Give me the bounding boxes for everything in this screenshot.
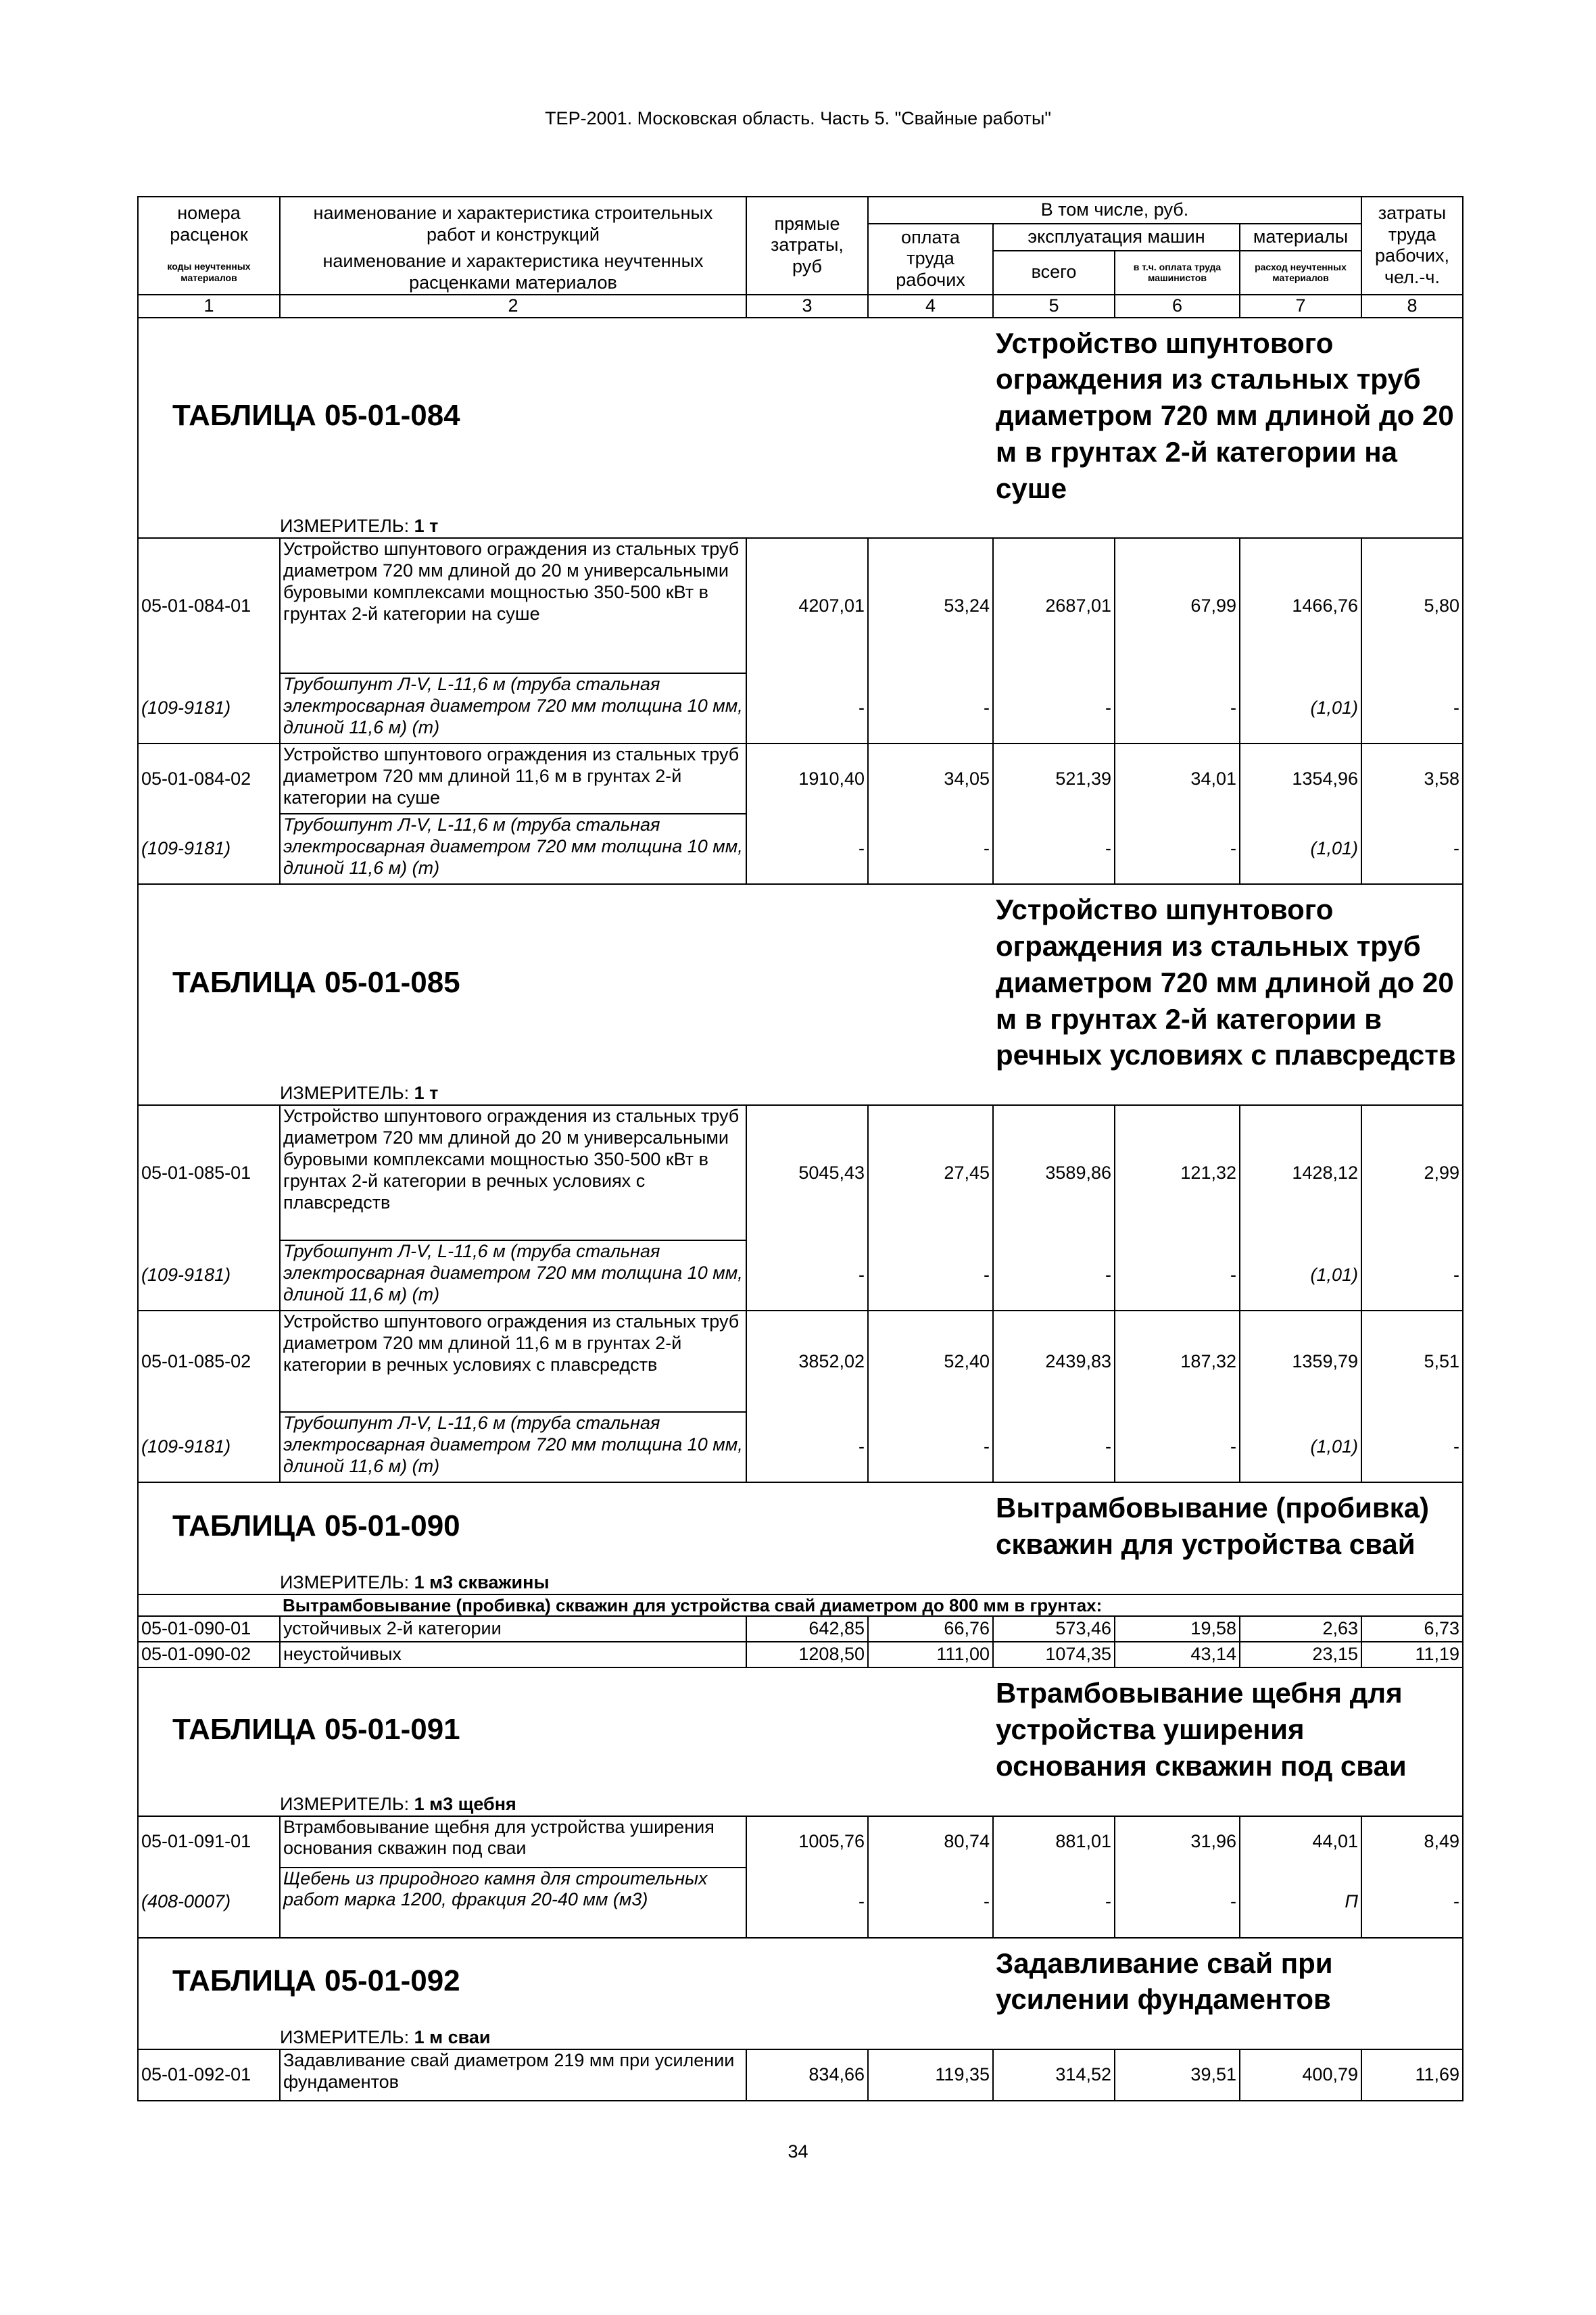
table-row: 05-01-085-02 Устройство шпунтового ограждения из стальных труб диаметром 720 мм длиной 11,6 м в грунтах 2-й категории в речных условиях с плавсредств 3852,02 52,40 2439,83 187,32 1359,79 5,51 [138,1311,1463,1412]
table-090-measure-row [138,1569,1463,1594]
table-085-measure-row [138,1080,1463,1105]
header-machines-total: всего [993,251,1115,295]
header-materials-unaccounted: расход неучтенных материалов [1240,251,1361,295]
header-machines-operator-pay: в т.ч. оплата труда машинистов [1115,251,1240,295]
header-col2-top: наименование и характеристика строительных работ и конструкций [280,197,746,251]
table-091-name: ТАБЛИЦА 05-01-091 [138,1667,993,1790]
table-row: 05-01-090-02 неустойчивых 1208,50 111,00 1074,35 43,14 23,15 11,19 [138,1642,1463,1667]
rates-table [137,196,1464,2101]
table-092-name: ТАБЛИЦА 05-01-092 [138,1938,993,2025]
table-090-group-row [138,1594,1463,1617]
table-row: 05-01-092-01 Задавливание свай диаметром 219 мм при усилении фундаментов 834,66 119,35 314,52 39,51 400,79 11,69 [138,2049,1463,2101]
page-number: 34 [788,2141,808,2162]
table-084-title: Устройство шпунтового ограждения из стальных труб диаметром 720 мм длиной до 20 м в грунтах 2-й категории на суше [993,318,1463,514]
table-092-title-row [138,1938,1463,2025]
table-092-title: Задавливание свай при усилении фундаментов [993,1938,1463,2025]
table-row: (408-0007) Щебень из природного камня для строительных работ марка 1200, фракция 20-40 мм (м3) - - - - П - [138,1868,1463,1938]
table-091-measure-row [138,1791,1463,1816]
table-row: 05-01-091-01 Втрамбовывание щебня для устройства уширения основания скважин под сваи 1005,76 80,74 881,01 31,96 44,01 8,49 [138,1816,1463,1868]
table-row: 05-01-085-01 Устройство шпунтового ограждения из стальных труб диаметром 720 мм длиной до 20 м универсальными буровыми комплексами мощностью 350-500 кВт в грунтах 2-й категории в речных условиях с плавсредств 5045,43 27,45 3589,86 121,32 1428,12 2,99 [138,1105,1463,1240]
table-row: (109-9181) Трубошпунт Л-V, L-11,6 м (труба стальная электросварная диаметром 720 мм толщина 10 мм, длиной 11,6 м) (т) - - - - (1,01) - [138,1412,1463,1482]
header-including: В том числе, руб. [868,197,1361,224]
table-row: (109-9181) Трубошпунт Л-V, L-11,6 м (труба стальная электросварная диаметром 720 мм толщина 10 мм, длиной 11,6 м) (т) - - - - (1,01) - [138,1240,1463,1311]
table-row: 05-01-084-01 Устройство шпунтового ограждения из стальных труб диаметром 720 мм длиной до 20 м универсальными буровыми комплексами мощностью 350-500 кВт в грунтах 2-й категории на суше 4207,01 53,24 2687,01 67,99 1466,76 5,80 [138,538,1463,673]
table-091-title-row [138,1667,1463,1790]
table-092-measure-row [138,2024,1463,2049]
header-numbers-row: 1 2 3 4 5 6 7 8 [138,295,1463,318]
table-090-name: ТАБЛИЦА 05-01-090 [138,1482,993,1569]
table-085-name: ТАБЛИЦА 05-01-085 [138,884,993,1080]
header-col1-bottom: коды неучтенных материалов [138,251,280,295]
table-085-title-row [138,884,1463,1080]
table-row: 05-01-090-01 устойчивых 2-й категории 642,85 66,76 573,46 19,58 2,63 6,73 [138,1616,1463,1642]
table-090-group-label: Вытрамбовывание (пробивка) скважин для устройства свай диаметром до 800 мм в грунтах: [280,1594,1361,1617]
table-row: 05-01-084-02 Устройство шпунтового ограждения из стальных труб диаметром 720 мм длиной 11,6 м в грунтах 2-й категории на суше 1910,40 34,05 521,39 34,01 1354,96 3,58 [138,744,1463,814]
table-084-measure: ИЗМЕРИТЕЛЬ: 1 т [280,513,1361,538]
table-085-title: Устройство шпунтового ограждения из стальных труб диаметром 720 мм длиной до 20 м в грунтах 2-й категории в речных условиях с плавсредств [993,884,1463,1080]
header-machines: эксплуатация машин [993,224,1240,251]
table-091-measure: ИЗМЕРИТЕЛЬ: 1 м3 щебня [280,1791,1361,1816]
header-direct-costs: прямые затраты, руб [746,197,868,295]
header-worker-pay: оплата труда рабочих [868,224,993,295]
header-row-1 [138,197,1463,224]
table-090-title: Вытрамбовывание (пробивка) скважин для устройства свай [993,1482,1463,1569]
header-labor-costs: затраты труда рабочих, чел.-ч. [1361,197,1463,295]
table-084-name: ТАБЛИЦА 05-01-084 [138,318,993,514]
table-row: (109-9181) Трубошпунт Л-V, L-11,6 м (труба стальная электросварная диаметром 720 мм толщина 10 мм, длиной 11,6 м) (т) - - - - (1,01) - [138,673,1463,744]
table-090-measure: ИЗМЕРИТЕЛЬ: 1 м3 скважины [280,1571,550,1592]
table-092-measure: ИЗМЕРИТЕЛЬ: 1 м сваи [280,2024,1361,2049]
table-row: (109-9181) Трубошпунт Л-V, L-11,6 м (труба стальная электросварная диаметром 720 мм толщина 10 мм, длиной 11,6 м) (т) - - - - (1,01) - [138,814,1463,884]
header-col2-bottom: наименование и характеристика неучтенных расценками материалов [280,251,746,295]
table-084-title-row [138,318,1463,514]
table-084-measure-row [138,513,1463,538]
header-col1-top: номера расценок [138,197,280,251]
running-header: ТЕР-2001. Московская область. Часть 5. "Свайные работы" [545,108,1051,128]
table-091-title: Втрамбовывание щебня для устройства уширения основания скважин под сваи [993,1667,1463,1790]
table-085-measure: ИЗМЕРИТЕЛЬ: 1 т [280,1080,1361,1105]
header-materials: материалы [1240,224,1361,251]
table-090-title-row [138,1482,1463,1569]
